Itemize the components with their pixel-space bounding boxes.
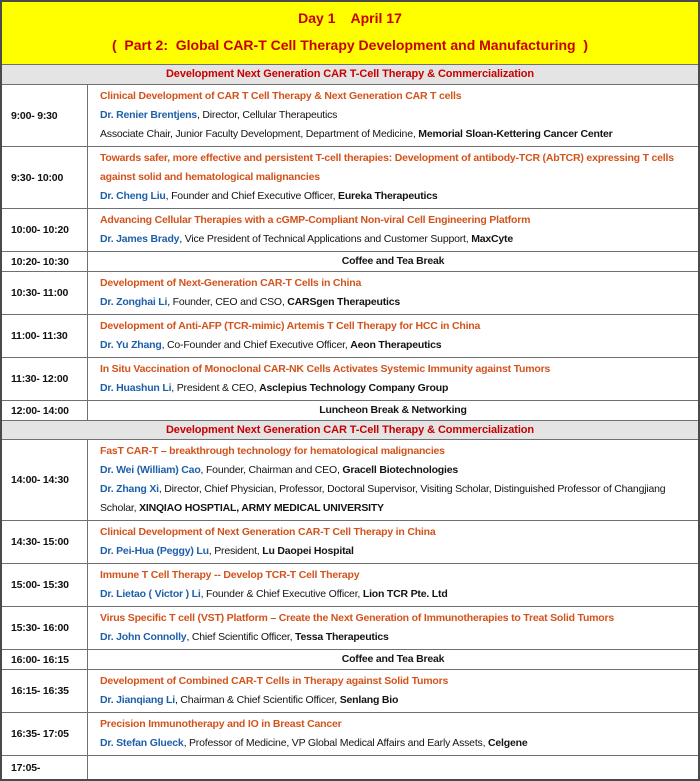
affiliation: MaxCyte [471,233,513,245]
session-line [100,274,686,293]
affiliation: CARSgen Therapeutics [287,296,400,308]
speaker-name: Dr. Cheng Liu [100,190,166,202]
section-header-label: Development Next Generation CAR T-Cell Therapy & Commercialization [165,68,535,80]
speaker-name: Dr. John Connolly [100,631,187,643]
session-line [100,149,686,187]
session-title: Towards safer, more effective and persistent T-cell therapies: Development of antibody-TCR (AbTCR) expressing T cells against solid and hematological malignancies [100,152,674,183]
session-line [100,480,686,518]
affiliation: Lu Daopei Hospital [262,545,354,557]
time-cell [2,440,88,520]
speaker-name: Dr. Yu Zhang [100,339,162,351]
session-line [100,187,686,206]
speaker-role: , Founder and Chief Executive Officer, [165,190,339,202]
session-row [2,606,698,649]
time-cell [2,315,88,357]
session-line [100,691,686,710]
time-label: 16:15- 16:35 [11,685,69,697]
speaker-role: , President & CEO, [171,382,260,394]
session-row [2,712,698,755]
session-line [100,379,686,398]
speaker-role: , Chief Scientific Officer, [186,631,296,643]
speaker-role: Associate Chair, Junior Faculty Development, Department of Medicine, [100,128,419,140]
session-title: Development of Combined CAR-T Cells in Therapy against Solid Tumors [100,675,449,687]
affiliation: Celgene [488,737,528,749]
speaker-name: Dr. Zonghai Li [100,296,168,308]
speaker-role: , Founder, Chairman and CEO, [200,464,343,476]
session-content [88,607,698,649]
break-label: Coffee and Tea Break [341,255,445,267]
time-label: 14:00- 14:30 [11,474,69,486]
time-label: 14:30- 15:00 [11,536,69,548]
time-cell [2,713,88,755]
time-label: 16:35- 17:05 [11,728,69,740]
session-content [88,440,698,520]
time-cell [2,670,88,712]
speaker-name: Dr. Lietao ( Victor ) Li [100,588,201,600]
time-cell [2,209,88,251]
affiliation: Lion TCR Pte. Ltd [362,588,448,600]
empty-row [2,755,698,779]
session-line [100,523,686,542]
banner-part-title: ( Part 2: Global CAR-T Cell Therapy Development and Manufacturing ) [111,37,589,53]
session-line [100,628,686,647]
banner-day-title: Day 1 April 17 [298,10,402,26]
session-row [2,271,698,314]
session-line [100,336,686,355]
session-row [2,439,698,520]
session-row [2,563,698,606]
speaker-name: Dr. Renier Brentjens [100,109,197,121]
speaker-name: Dr. Jianqiang Li [100,694,175,706]
time-cell [2,521,88,563]
session-content [88,670,698,712]
session-line [100,442,686,461]
break-content [88,252,698,271]
affiliation: Gracell Biotechnologies [342,464,458,476]
time-cell [2,85,88,146]
speaker-name: Dr. Pei-Hua (Peggy) Lu [100,545,209,557]
session-title: Development of Next-Generation CAR-T Cells in China [100,277,362,289]
session-line [100,211,686,230]
break-content [88,401,698,420]
session-row [2,146,698,208]
session-title: Precision Immunotherapy and IO in Breast Cancer [100,718,342,730]
speaker-role: , Director, Cellular Therapeutics [196,109,338,121]
speaker-role: , Director, Chief Physician, Professor, Doctoral Supervisor, Visiting Scholar, Distinguished Professor of Changjiang Scholar, [100,483,666,514]
time-label: 9:30- 10:00 [11,171,64,184]
session-content [88,272,698,314]
time-cell [2,147,88,208]
speaker-role: , Co-Founder and Chief Executive Officer, [161,339,351,351]
break-row [2,400,698,420]
session-title: Immune T Cell Therapy -- Develop TCR-T Cell Therapy [100,569,360,581]
session-line [100,125,686,144]
session-line [100,293,686,312]
time-label: 17:05- [11,761,41,774]
session-line [100,566,686,585]
speaker-role: , Professor of Medicine, VP Global Medical Affairs and Early Assets, [183,737,489,749]
session-row [2,357,698,400]
session-content [88,85,698,146]
affiliation: Aeon Therapeutics [350,339,442,351]
session-line [100,106,686,125]
time-label: 11:30- 12:00 [11,373,69,385]
affiliation: Senlang Bio [339,694,399,706]
time-cell [2,650,88,669]
affiliation: Tessa Therapeutics [295,631,389,643]
session-line [100,609,686,628]
affiliation: Memorial Sloan-Kettering Cancer Center [418,128,613,140]
speaker-role: , Founder, CEO and CSO, [167,296,288,308]
break-label: Luncheon Break & Networking [319,404,467,416]
time-label: 15:00- 15:30 [11,579,69,591]
speaker-role: , Vice President of Technical Applications and Customer Support, [179,233,472,245]
session-line [100,461,686,480]
speaker-role: , Chairman & Chief Scientific Officer, [174,694,340,706]
section-header-row [2,420,698,439]
time-cell [2,358,88,400]
session-line [100,230,686,249]
time-label: 10:30- 11:00 [11,287,69,299]
time-label: 15:30- 16:00 [11,622,69,634]
time-cell [2,607,88,649]
speaker-role: , Founder & Chief Executive Officer, [200,588,363,600]
session-line [100,672,686,691]
affiliation: XINQIAO HOSPTIAL, ARMY MEDICAL UNIVERSITY [139,502,384,514]
session-row [2,84,698,146]
time-cell [2,756,88,779]
session-content [88,209,698,251]
time-cell [2,272,88,314]
session-title: Virus Specific T cell (VST) Platform – Create the Next Generation of Immunotherapies to Treat Solid Tumors [100,612,615,624]
session-content [88,564,698,606]
time-label: 10:20- 10:30 [11,255,69,268]
session-line [100,585,686,604]
time-label: 12:00- 14:00 [11,404,69,417]
time-label: 16:00- 16:15 [11,653,69,666]
speaker-name: Dr. Huashun Li [100,382,172,394]
session-line [100,87,686,106]
time-cell [2,252,88,271]
session-title: Development of Anti-AFP (TCR-mimic) Artemis T Cell Therapy for HCC in China [100,320,481,332]
speaker-name: Dr. Stefan Glueck [100,737,184,749]
session-title: Clinical Development of CAR T Cell Therapy & Next Generation CAR T cells [100,90,462,102]
session-line [100,360,686,379]
speaker-name: Dr. Wei (William) Cao [100,464,201,476]
time-cell [2,564,88,606]
session-row [2,669,698,712]
session-title: Clinical Development of Next Generation CAR-T Cell Therapy in China [100,526,436,538]
speaker-role: , President, [208,545,263,557]
time-label: 10:00- 10:20 [11,224,69,236]
session-line [100,715,686,734]
break-content [88,650,698,669]
session-title: FasT CAR-T – breakthrough technology for hematological malignancies [100,445,445,457]
session-row [2,208,698,251]
schedule-table [2,65,698,779]
day-banner [2,2,698,65]
time-label: 9:00- 9:30 [11,109,58,122]
break-row [2,251,698,271]
time-cell [2,401,88,420]
session-content [88,358,698,400]
session-content [88,315,698,357]
affiliation: Asclepius Technology Company Group [259,382,449,394]
session-content [88,147,698,208]
section-header-label: Development Next Generation CAR T-Cell Therapy & Commercialization [165,423,535,436]
session-line [100,317,686,336]
session-row [2,314,698,357]
session-title: In Situ Vaccination of Monoclonal CAR-NK Cells Activates Systemic Immunity against Tumors [100,363,551,375]
session-content [88,756,698,779]
affiliation: Eureka Therapeutics [338,190,438,202]
session-line [100,734,686,753]
speaker-name: Dr. James Brady [100,233,180,245]
session-content [88,521,698,563]
time-label: 11:00- 11:30 [11,330,68,342]
section-header-row [2,65,698,84]
session-row [2,520,698,563]
break-label: Coffee and Tea Break [341,653,445,665]
session-content [88,713,698,755]
break-row [2,649,698,669]
session-title: Advancing Cellular Therapies with a cGMP-Compliant Non-viral Cell Engineering Platform [100,214,531,226]
session-line [100,542,686,561]
speaker-name: Dr. Zhang Xi [100,483,159,495]
